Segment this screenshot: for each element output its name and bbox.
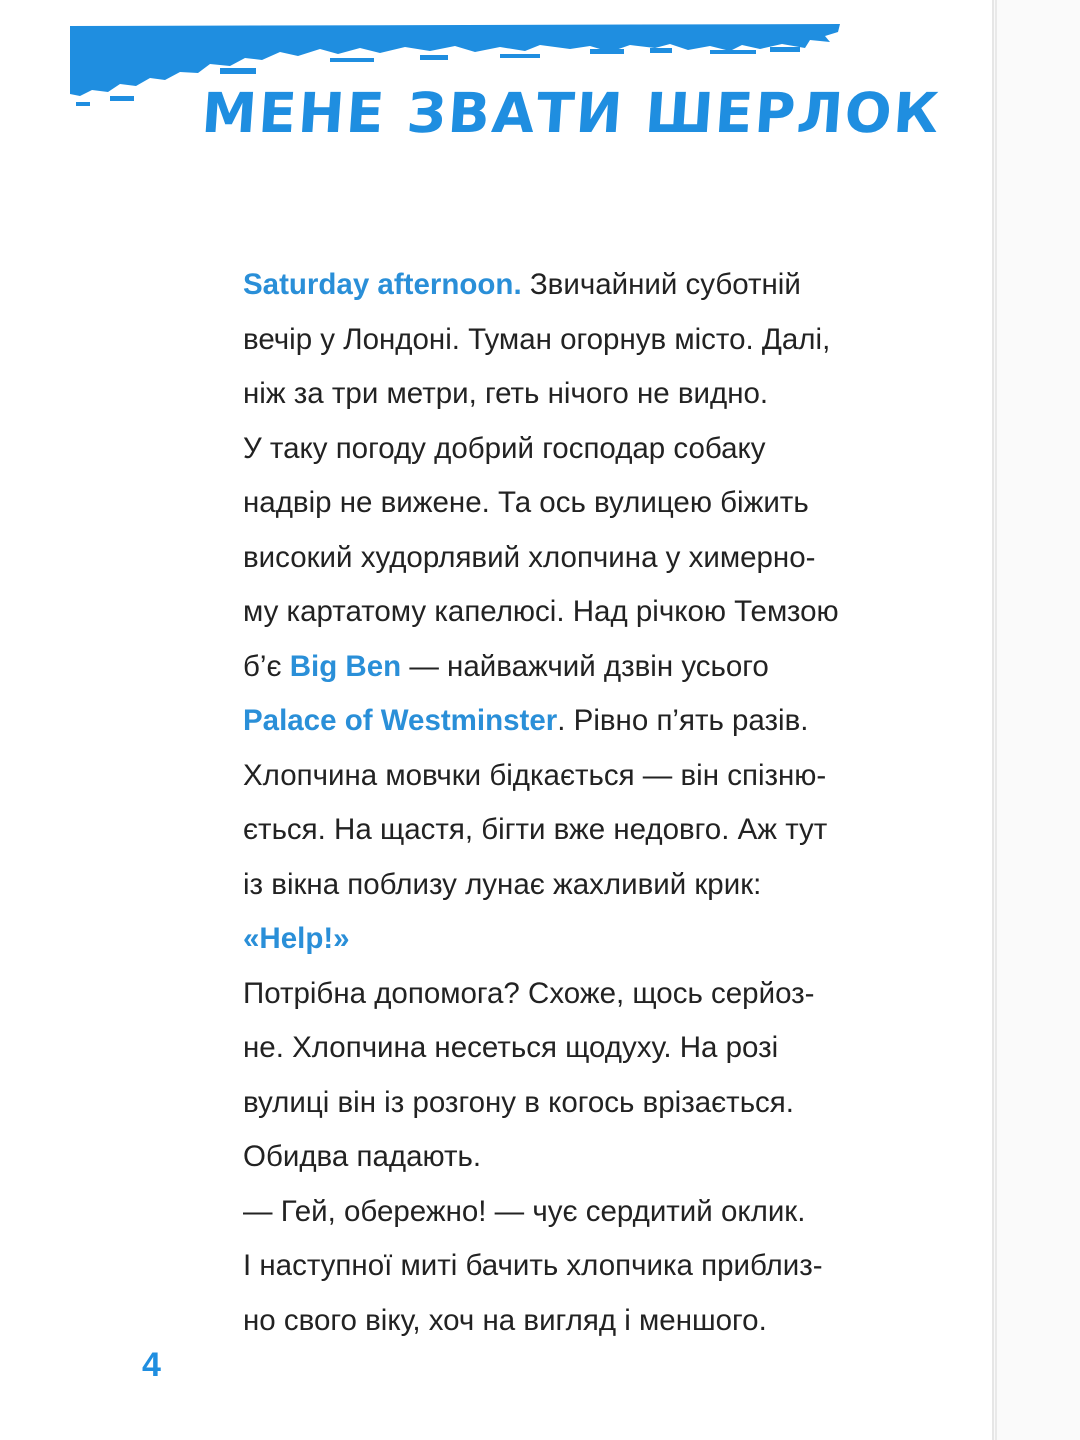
text-line: [243, 967, 943, 1022]
text-segment: б’є: [243, 649, 290, 683]
text-line: [243, 585, 943, 640]
english-phrase: «Help!»: [243, 922, 350, 955]
english-phrase: Saturday afternoon.: [243, 268, 522, 301]
text-line: [243, 1239, 943, 1294]
text-segment: із вікна поблизу лунає жахливий крик:: [243, 867, 762, 901]
text-segment: не. Хлопчина несеться щодуху. На розі: [243, 1031, 779, 1064]
text-segment: Звичайний суботній: [521, 268, 801, 301]
text-segment: Хлопчина мовчки бідкається — він спізню-: [243, 758, 827, 792]
text-line: [243, 1021, 943, 1076]
text-segment: Обидва падають.: [243, 1140, 482, 1173]
text-line: [243, 803, 943, 858]
text-line: [243, 1185, 943, 1240]
text-segment: — найважчий дзвін усього: [401, 649, 769, 683]
page-number: 4: [142, 1346, 161, 1384]
text-segment: ється. На щастя, бігти вже недовго. Аж тут: [243, 813, 828, 846]
text-line: [243, 640, 943, 695]
story-paragraph: [243, 258, 943, 1348]
text-line: [243, 858, 943, 913]
text-line: [243, 1076, 943, 1131]
text-segment: У таку погоду добрий господар собаку: [243, 431, 766, 465]
text-segment: ніж за три метри, геть нічого не видно.: [243, 377, 769, 410]
english-phrase: Palace of Westminster: [243, 704, 558, 737]
text-line: [243, 694, 943, 749]
chapter-title: МЕНЕ ЗВАТИ ШЕРЛОК: [199, 81, 943, 145]
text-line: [243, 1130, 943, 1185]
text-segment: вулиці він із розгону в когось врізається.: [243, 1085, 794, 1119]
text-segment: надвір не вижене. Та ось вулицею біжить: [243, 486, 809, 519]
text-line: [243, 749, 943, 804]
text-segment: му картатому капелюсі. Над річкою Темзою: [243, 595, 839, 628]
text-segment: вечір у Лондоні. Туман огорнув місто. Далі,: [243, 322, 831, 356]
text-segment: но свого віку, хоч на вигляд і меншого.: [243, 1303, 767, 1337]
text-line: [243, 313, 943, 368]
text-line: [243, 476, 943, 531]
text-line: [243, 531, 943, 586]
text-segment: високий худорлявий хлопчина у химерно-: [243, 540, 816, 574]
text-segment: — Гей, обережно! — чує сердитий оклик.: [243, 1194, 806, 1228]
text-segment: . Рівно п’ять разів.: [557, 704, 809, 737]
text-line: [243, 912, 943, 967]
text-line: [243, 1294, 943, 1349]
english-phrase: Big Ben: [289, 649, 402, 683]
text-segment: І наступної миті бачить хлопчика приблиз-: [243, 1249, 823, 1282]
text-line: [243, 258, 943, 313]
text-segment: Потрібна допомога? Схоже, щось серйоз-: [243, 976, 815, 1010]
text-line: [243, 367, 943, 422]
text-line: [243, 422, 943, 477]
